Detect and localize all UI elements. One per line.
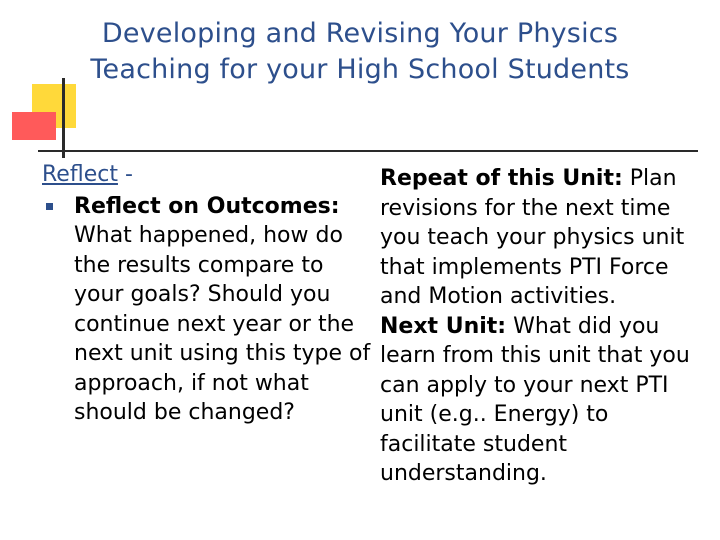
bullet-bold-label: Reflect on Outcomes: [74,193,340,219]
repeat-paragraph [380,164,710,312]
title-divider [38,150,698,152]
right-column [380,164,710,489]
reflect-heading [42,160,372,190]
next-unit-paragraph [380,312,710,489]
repeat-bold-label: Repeat of this Unit: [380,166,623,191]
bullet-text: What happened, how do the results compare to your goals? Should you continue next year or the next unit using this type of approach, if not what should be changed? [74,223,371,425]
repeat-text: Plan revisions for the next time you teach your physics unit that implements PTI Force and Motion activities. [380,166,685,309]
list-item [42,192,372,428]
slide-title-line-1: Developing and Revising Your Physics [101,18,619,49]
slide-title [0,16,720,88]
slide-title-line-2: Teaching for your High School Students [90,54,630,85]
next-unit-bold-label: Next Unit: [380,313,507,339]
left-column [42,160,372,428]
next-unit-text: What did you learn from this unit that you can apply to your next PTI unit (e.g.. Energy) to facilitate student understanding. [380,313,690,486]
decorative-red-square [12,112,56,140]
reflect-heading-dash: - [117,162,133,187]
square-bullet-icon [46,203,53,210]
decorative-vertical-line [62,78,65,158]
reflect-heading-label: Reflect [42,162,118,187]
